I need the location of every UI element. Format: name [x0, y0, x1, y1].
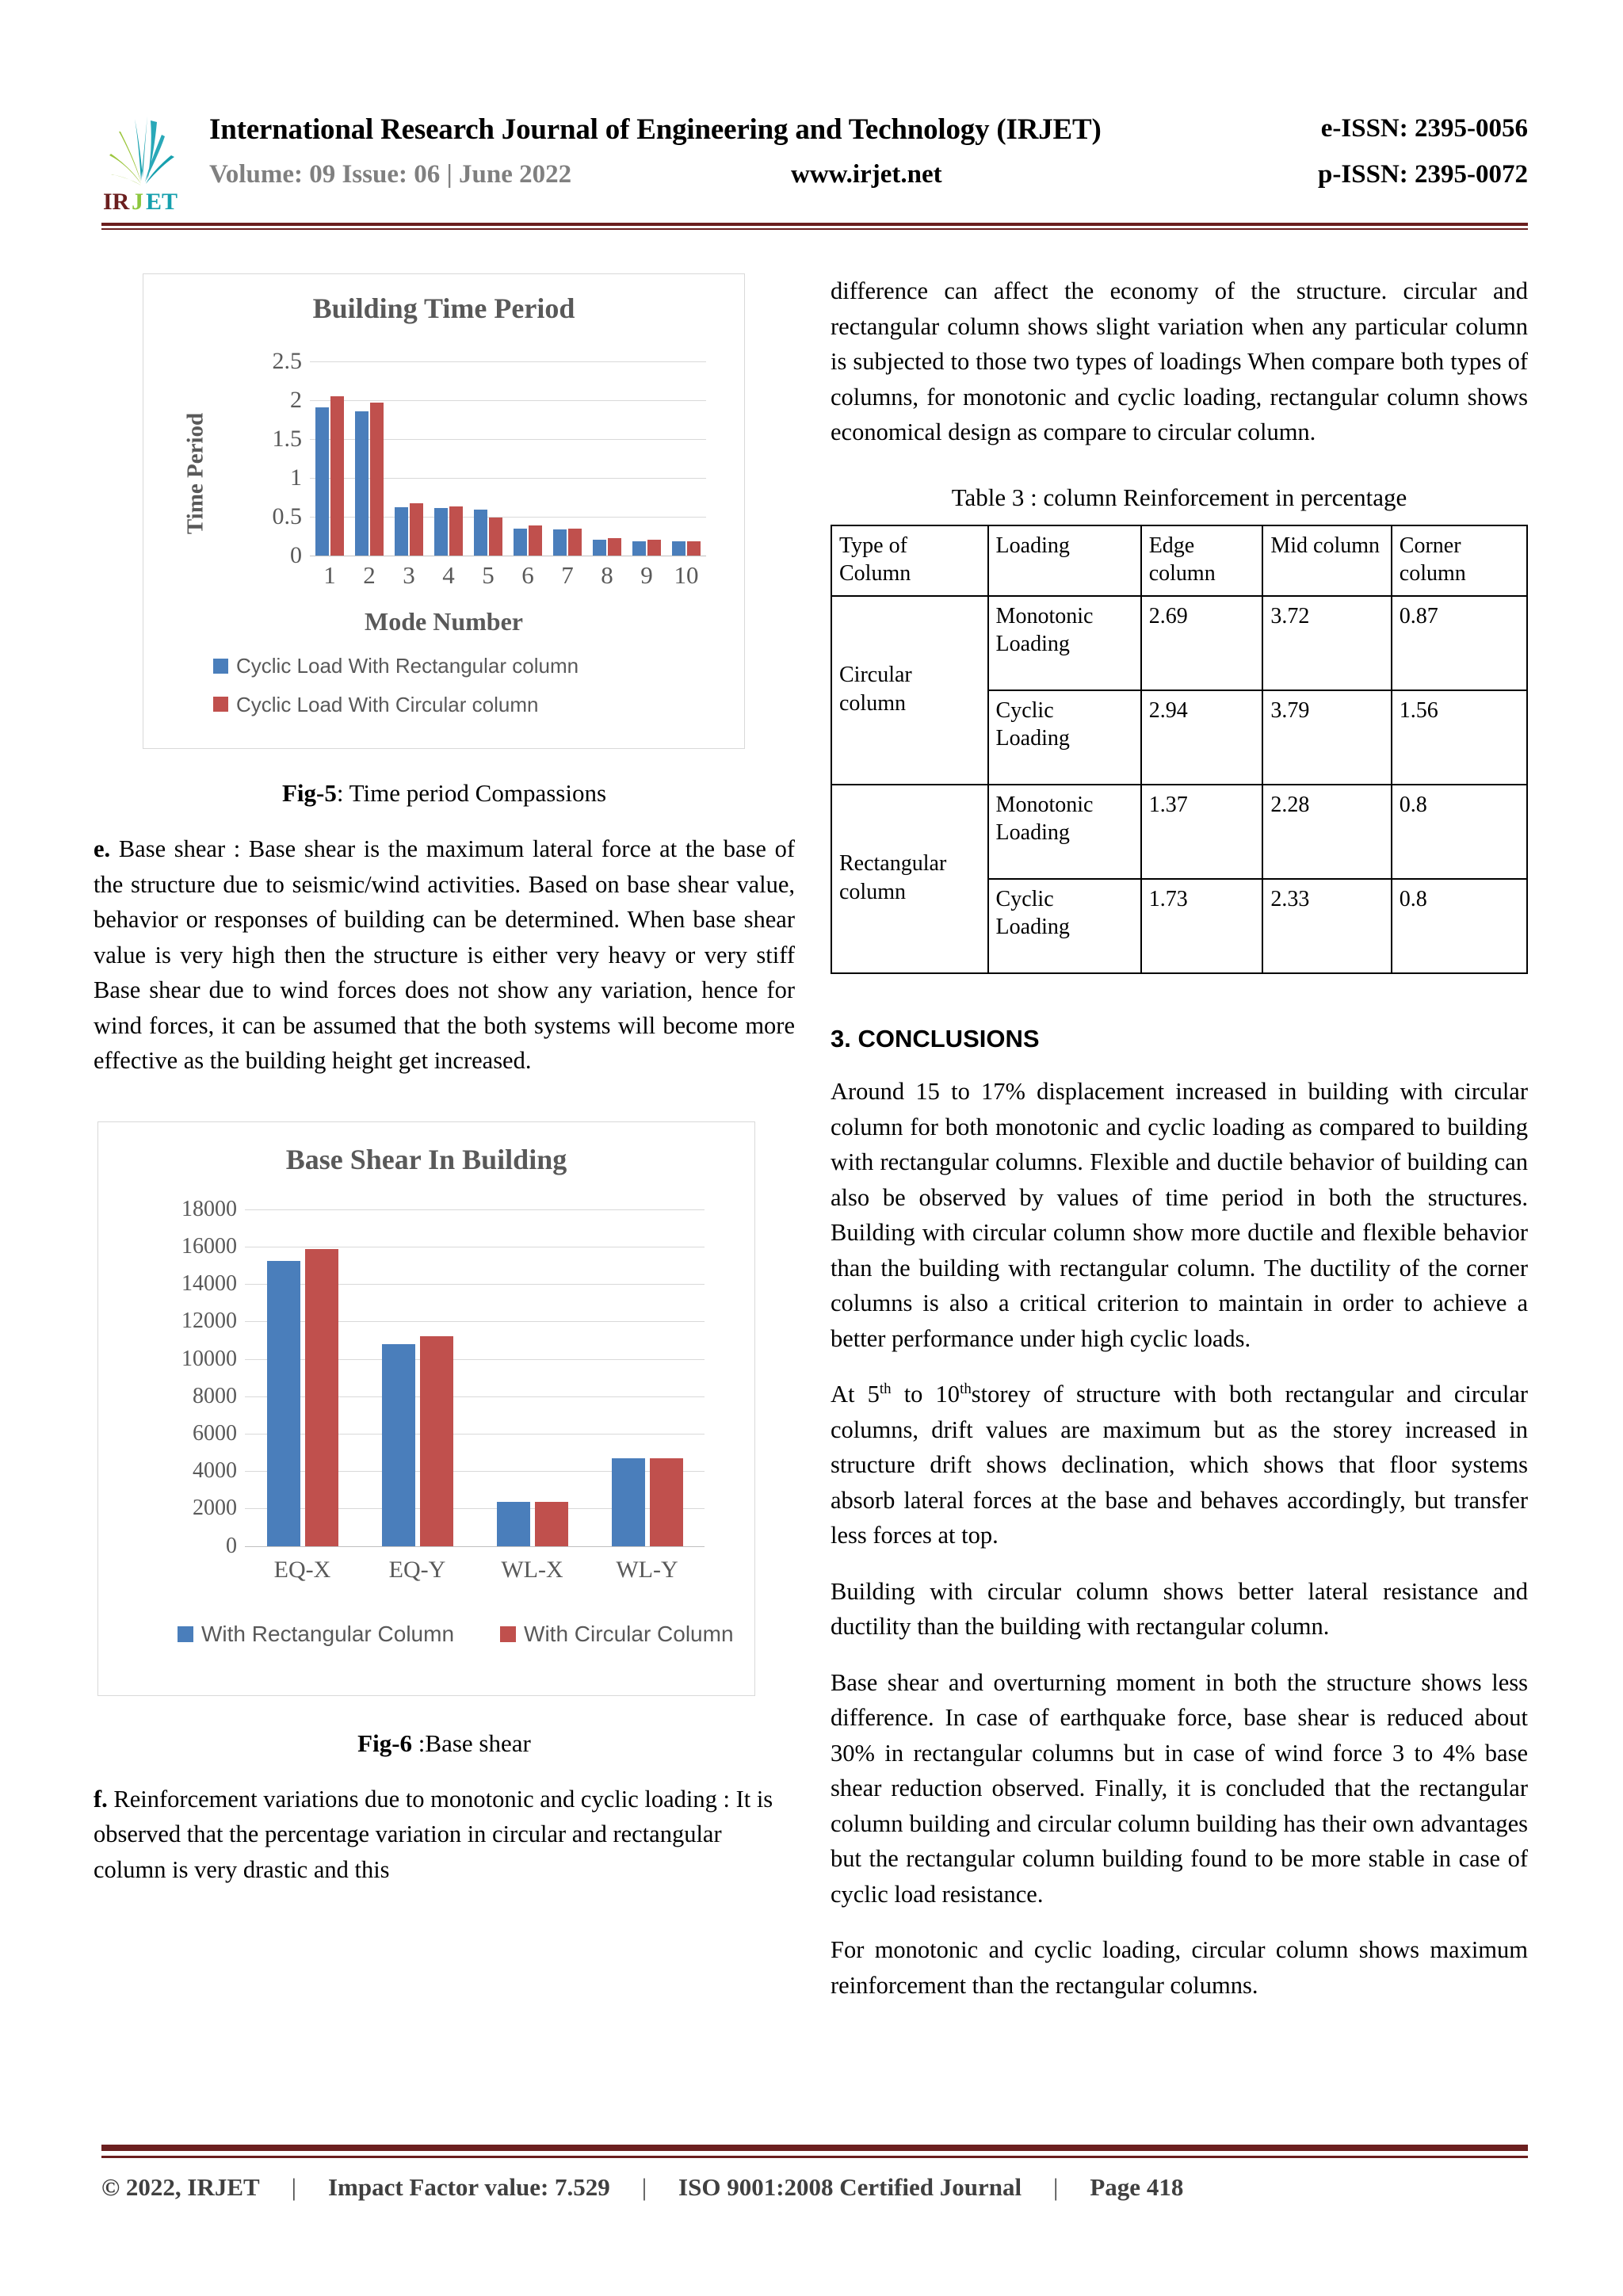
chart1-y-axis-title: Time Period: [182, 412, 208, 535]
bar-circular: [535, 1502, 568, 1545]
bar-rectangular: [612, 1458, 645, 1546]
table-cell-mid: 3.79: [1262, 690, 1391, 785]
chart2-ytick: 8000: [193, 1383, 237, 1408]
x-tick-label: 4: [442, 561, 455, 589]
bar-circular: [687, 541, 701, 556]
footer-impact-factor: Impact Factor value: 7.529: [327, 2173, 610, 2201]
chart2-bar-groups: [245, 1209, 705, 1546]
figure-5-chart-building-time-period: [143, 273, 745, 749]
chart2-ytick: 18000: [181, 1196, 237, 1221]
chart1-legend-label: Cyclic Load With Circular column: [236, 692, 539, 716]
chart2-ytick: 6000: [193, 1420, 237, 1446]
table-cell-corner: 1.56: [1392, 690, 1527, 785]
table-cell-mid: 2.33: [1262, 879, 1391, 973]
footer-iso-certification: ISO 9001:2008 Certified Journal: [678, 2173, 1022, 2201]
table-row-header: [831, 525, 1527, 597]
chart2-ytick: 10000: [181, 1346, 237, 1371]
p-issn: p-ISSN: 2395-0072: [1318, 160, 1528, 189]
x-tick-label: 3: [403, 561, 415, 589]
ordinal-suffix-5th: th: [879, 1381, 892, 1398]
table-header-corner-column: Corner column: [1392, 525, 1527, 597]
table-cell-type-rectangular: Rectangular column: [831, 785, 988, 973]
bar-circular: [489, 518, 502, 556]
chart2-ytick: 0: [226, 1533, 237, 1558]
bar-group: [389, 361, 429, 556]
x-tick-label: WL-X: [501, 1556, 563, 1583]
journal-title: International Research Journal of Engineering and Technology (IRJET): [209, 113, 1102, 146]
chart1-legend-label: Cyclic Load With Rectangular column: [236, 654, 579, 678]
x-tick-label: 9: [640, 561, 653, 589]
x-tick-label: 7: [561, 561, 574, 589]
figure-6-caption: [94, 1729, 795, 1758]
bar-circular: [647, 540, 661, 556]
figure-6-caption-label: Fig-6: [357, 1729, 413, 1757]
chart1-bar-groups: [310, 361, 706, 556]
chart1-legend-item-rectangular[interactable]: [213, 655, 579, 678]
volume-issue-date: Volume: 09 Issue: 06 | June 2022: [209, 160, 572, 189]
table-cell-mid: 2.28: [1262, 785, 1391, 879]
svg-text:IR: IR: [103, 189, 130, 212]
table-header-mid-column: Mid column: [1262, 525, 1391, 597]
table-cell-loading: Cyclic Loading: [988, 690, 1141, 785]
x-tick-label: 5: [482, 561, 495, 589]
chart2-ytick: 12000: [181, 1308, 237, 1334]
bar-circular: [449, 506, 463, 556]
conclusion-p2-part-a: At 5: [831, 1381, 880, 1408]
bar-circular: [370, 403, 384, 556]
table-cell-loading: Monotonic Loading: [988, 596, 1141, 690]
table-cell-edge: 2.69: [1141, 596, 1263, 690]
bar-rectangular: [355, 411, 369, 556]
x-tick-label: 8: [601, 561, 613, 589]
svg-text:J: J: [132, 189, 143, 212]
conclusion-p2-part-c: storey of structure with both rectangular and circular columns, drift values are maximum but as the storey increased in structure drift shows declination, which shows that floor systems absorb lateral forces at the base and behaves accordingly, but transfer less forces at top.: [831, 1381, 1529, 1549]
header-rule-thin: [101, 228, 1528, 230]
bar-group: [548, 361, 587, 556]
bar-rectangular: [267, 1261, 300, 1546]
chart1-x-tick-labels: [310, 561, 706, 593]
x-tick-label: WL-Y: [616, 1556, 678, 1583]
e-issn: e-ISSN: 2395-0056: [1320, 114, 1528, 143]
chart1-ytick: 1.5: [272, 426, 302, 452]
svg-text:ET: ET: [146, 189, 178, 212]
chart2-title: Base Shear In Building: [285, 1143, 567, 1175]
conclusion-paragraph-4: Base shear and overturning moment in both the structure shows less difference. In case of earthquake force, base shear is reduced about 30% in rectangular columns but in case of wind force 3 to 4% base shear reduction observed. Finally, it is concluded that the rectangular column building and circular column building has their own advantages but the rectangular column building found to be more stable in case of cyclic load resistance.: [831, 1668, 1528, 1908]
table-header-edge-column: Edge column: [1141, 525, 1263, 597]
header-rule-thick: [101, 223, 1528, 226]
bar-rectangular: [514, 529, 527, 556]
irjet-logo-mark: [101, 111, 195, 212]
bar-circular: [410, 503, 423, 556]
footer-copyright: © 2022, IRJET: [101, 2173, 260, 2201]
figure-6-chart-base-shear: [97, 1121, 755, 1696]
bar-rectangular: [593, 540, 606, 556]
chart2-legend-label: With Rectangular Column: [201, 1621, 455, 1646]
chart1-legend: [213, 655, 579, 716]
footer-rule-thick: [101, 2145, 1528, 2151]
table-cell-type-circular: Circular column: [831, 596, 988, 785]
footer-page-number: Page 418: [1090, 2173, 1184, 2201]
bar-group: [310, 361, 349, 556]
right-column: [831, 273, 1528, 2023]
table-cell-corner: 0.8: [1392, 785, 1527, 879]
footer-separator: |: [291, 2173, 296, 2201]
chart1-ytick: 0.5: [272, 503, 302, 529]
x-tick-label: 1: [323, 561, 336, 589]
bar-circular: [608, 538, 621, 556]
chart1-ytick: 2: [290, 387, 302, 413]
legend-swatch-blue: [178, 1626, 193, 1642]
bar-group: [508, 361, 548, 556]
x-tick-label: 6: [521, 561, 534, 589]
chart2-plot-area: [181, 1196, 705, 1558]
bar-group: [475, 1209, 590, 1546]
chart1-legend-item-circular[interactable]: [213, 693, 579, 716]
bar-rectangular: [395, 507, 408, 556]
table-row: [831, 596, 1527, 690]
table-cell-edge: 1.37: [1141, 785, 1263, 879]
x-tick-label: EQ-X: [273, 1556, 331, 1583]
chart2-legend-item-circular[interactable]: [500, 1622, 734, 1647]
bar-group: [349, 361, 389, 556]
bar-group: [468, 361, 508, 556]
table-cell-loading: Cyclic Loading: [988, 879, 1141, 973]
figure-6-caption-text: :Base shear: [412, 1729, 531, 1757]
bar-rectangular: [474, 510, 487, 556]
paragraph-reinforcement-variations: [94, 1782, 795, 1888]
conclusion-paragraph-1: Around 15 to 17% displacement increased in building with circular column for both monotonic and cyclic loading as compared to building with rectangular columns. Flexible and ductile behavior of building can also be observed by values of time period in both the structures. Building with circular column show more ductile and flexible behavior than the building with rectangular column. The ductility of the corner columns is also a critical criterion to maintain in order to achieve a better performance under high cyclic loads.: [831, 1078, 1528, 1352]
figure-5-caption-label: Fig-5: [281, 779, 337, 807]
bar-rectangular: [382, 1344, 415, 1546]
table-cell-edge: 2.94: [1141, 690, 1263, 785]
bar-circular: [330, 396, 344, 556]
page-header: [101, 111, 1528, 216]
bar-rectangular: [632, 541, 646, 556]
x-tick-label: 2: [363, 561, 376, 589]
chart2-legend-item-rectangular[interactable]: [178, 1622, 454, 1647]
chart1-ytick: 0: [290, 542, 302, 568]
table-cell-corner: 0.8: [1392, 879, 1527, 973]
conclusion-p2-part-b: to 10: [891, 1381, 960, 1408]
bar-group: [587, 361, 627, 556]
chart2-legend: [178, 1622, 734, 1647]
table-header-loading: Loading: [988, 525, 1141, 597]
bar-group: [360, 1209, 475, 1546]
table-3-column-reinforcement: [831, 525, 1528, 975]
page-footer: [101, 2173, 1528, 2202]
x-tick-label: EQ-Y: [388, 1556, 446, 1583]
legend-swatch-red: [213, 697, 228, 712]
paragraph-e-text: Base shear : Base shear is the maximum lateral force at the base of the structure due to seismic/wind activities. Based on base shear value, behavior or responses of building can be determined. When base shear value is very high then the structure is either very heavy or very stiff Base shear due to wind forces does not show any variation, hence for wind forces, it can be assumed that the both systems will become more effective as the building height get increased.: [94, 835, 795, 1075]
chart2-x-axis: [245, 1546, 705, 1547]
bar-rectangular: [434, 508, 448, 556]
table-row: [831, 785, 1527, 879]
bar-group: [666, 361, 706, 556]
chart2-ytick: 16000: [181, 1233, 237, 1259]
table-header-type-of-column: Type of Column: [831, 525, 988, 597]
irjet-logo: [101, 111, 195, 212]
chart2-ytick: 2000: [193, 1496, 237, 1521]
bar-rectangular: [672, 541, 685, 556]
table-cell-mid: 3.72: [1262, 596, 1391, 690]
bar-circular: [650, 1458, 683, 1546]
chart2-ytick: 14000: [181, 1271, 237, 1296]
chart1-ytick: 2.5: [272, 348, 302, 374]
ordinal-suffix-10th: th: [960, 1381, 972, 1398]
bar-group: [245, 1209, 360, 1546]
bar-group: [590, 1209, 705, 1546]
journal-website[interactable]: www.irjet.net: [791, 160, 942, 189]
conclusions-heading: 3. CONCLUSIONS: [831, 1025, 1040, 1053]
chart2-x-tick-labels: [245, 1557, 705, 1588]
chart1-plot-area: [272, 348, 706, 568]
table-3-caption: Table 3 : column Reinforcement in percentage: [951, 483, 1407, 511]
conclusion-paragraph-3: Building with circular column shows better lateral resistance and ductility than the building with rectangular column.: [831, 1577, 1528, 1641]
conclusion-paragraph-5: For monotonic and cyclic loading, circular column shows maximum reinforcement than the rectangular columns.: [831, 1936, 1528, 1999]
chart1-ytick: 1: [290, 464, 302, 491]
legend-swatch-blue: [213, 659, 228, 674]
table-cell-loading: Monotonic Loading: [988, 785, 1141, 879]
table-cell-edge: 1.73: [1141, 879, 1263, 973]
chart1-title: Building Time Period: [312, 292, 575, 324]
footer-separator: |: [641, 2173, 647, 2201]
bar-circular: [568, 529, 582, 556]
paragraph-economy-continuation: difference can affect the economy of the structure. circular and rectangular column shows slight variation when any particular column is subjected to those two types of loadings When compare both types of columns, for monotonic and cyclic loading, rectangular column shows economical design as compare to circular column.: [831, 277, 1528, 446]
chart2-ytick: 4000: [193, 1458, 237, 1484]
footer-separator: |: [1053, 2173, 1059, 2201]
bar-circular: [529, 525, 542, 556]
bar-rectangular: [315, 407, 329, 556]
left-column: [94, 273, 795, 1908]
bar-rectangular: [497, 1502, 530, 1545]
paragraph-f-label: f.: [94, 1785, 108, 1813]
chart2-legend-label: With Circular Column: [524, 1621, 734, 1646]
paragraph-e-label: e.: [94, 835, 111, 862]
bar-circular: [305, 1249, 338, 1545]
bar-circular: [420, 1336, 453, 1545]
x-tick-label: 10: [674, 561, 699, 589]
footer-rule-thin: [101, 2156, 1528, 2158]
bar-rectangular: [553, 529, 567, 556]
bar-group: [627, 361, 666, 556]
paragraph-base-shear: [94, 831, 795, 1079]
bar-group: [429, 361, 468, 556]
legend-swatch-red: [500, 1626, 516, 1642]
conclusion-paragraph-2: [831, 1377, 1528, 1553]
paragraph-f-text: Reinforcement variations due to monotonic and cyclic loading : It is observed that the percentage variation in circular and rectangular column is very drastic and this: [94, 1785, 773, 1883]
chart1-x-axis-title: Mode Number: [365, 607, 523, 636]
figure-5-caption-text: : Time period Compassions: [336, 779, 607, 807]
figure-5-caption: [94, 779, 795, 808]
table-cell-corner: 0.87: [1392, 596, 1527, 690]
